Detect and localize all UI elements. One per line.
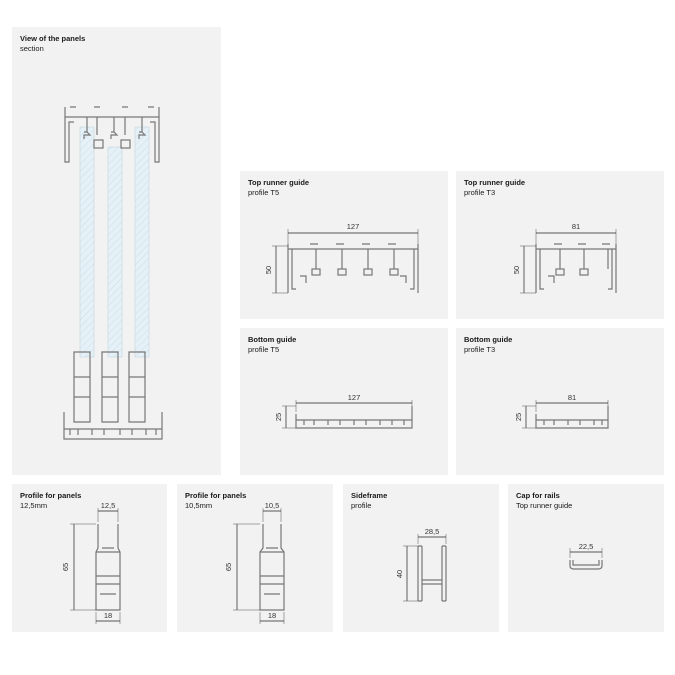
section-view-drawing (12, 27, 221, 475)
profile-bottom-t5 (296, 406, 412, 428)
top-width-dimension: 10,5 (264, 501, 280, 510)
panel-bottom-guide-t5 (240, 328, 448, 475)
panel-subtitle: profile (351, 500, 372, 510)
bottom-width-dimension: 18 (103, 611, 113, 620)
panel-title: Sideframe (351, 491, 388, 500)
panel-top-guide-t5 (240, 171, 448, 319)
panel-cap (508, 484, 664, 632)
sideframe-drawing (343, 484, 499, 632)
panel-profile-105 (177, 484, 333, 632)
width-dimension: 127 (346, 222, 360, 231)
panel-title: Bottom guide (248, 335, 297, 344)
height-dimension: 50 (512, 265, 521, 275)
panel-profile-125-shape (96, 524, 120, 610)
panel-subtitle: 12,5mm (20, 500, 48, 510)
panel-top-guide-t3 (456, 171, 664, 319)
profile-bottom-t3 (536, 406, 608, 428)
panel-subtitle: Top runner guide (516, 500, 573, 510)
panel-subtitle: profile T3 (464, 344, 496, 354)
panel-subtitle: profile T5 (248, 187, 280, 197)
panel-profile-105-shape (260, 524, 284, 610)
panel-bottom-guide-t3 (456, 328, 664, 475)
width-dimension: 81 (571, 222, 581, 231)
panel-title: Bottom guide (464, 335, 513, 344)
panel-sideframe (343, 484, 499, 632)
width-dimension: 127 (347, 393, 361, 402)
width-dimension: 81 (567, 393, 577, 402)
panel-subtitle: profile T5 (248, 344, 280, 354)
height-dimension: 40 (395, 569, 404, 579)
top-guide-t5-drawing (240, 171, 448, 319)
panel-title: Cap for rails (516, 491, 560, 500)
panel-title: Top runner guide (248, 178, 310, 187)
width-dimension: 28,5 (424, 527, 440, 536)
panel-subtitle: section (20, 43, 44, 53)
height-dimension: 25 (274, 412, 283, 422)
height-dimension: 65 (224, 562, 233, 572)
panel-subtitle: 10,5mm (185, 500, 213, 510)
profile-t5 (288, 244, 418, 293)
width-dimension: 22,5 (578, 542, 594, 551)
height-dimension: 65 (61, 562, 70, 572)
bottom-width-dimension: 18 (267, 611, 277, 620)
bottom-guide-t3-drawing (456, 328, 664, 475)
bottom-guide-t5-drawing (240, 328, 448, 475)
cap-drawing (508, 484, 664, 632)
profile-105-drawing (177, 484, 333, 632)
height-dimension: 25 (514, 412, 523, 422)
panel-profile-125 (12, 484, 167, 632)
panel-subtitle: profile T3 (464, 187, 496, 197)
profile-t3 (536, 244, 616, 293)
panel-title: View of the panels (20, 34, 86, 43)
profile-125-drawing (12, 484, 167, 632)
panel-title: Profile for panels (185, 491, 247, 500)
height-dimension: 50 (264, 265, 273, 275)
top-guide-t3-drawing (456, 171, 664, 319)
panel-title: Top runner guide (464, 178, 526, 187)
glass-panel-2 (108, 147, 122, 357)
sideframe-shape (418, 546, 446, 601)
top-width-dimension: 12,5 (100, 501, 116, 510)
panel-section-view (12, 27, 221, 475)
glass-panel-3 (135, 127, 149, 357)
glass-panel-1 (80, 127, 94, 357)
bottom-panel-profiles (74, 352, 145, 422)
cap-shape (570, 560, 602, 569)
panel-title: Profile for panels (20, 491, 82, 500)
bottom-rail-profile (64, 412, 162, 439)
